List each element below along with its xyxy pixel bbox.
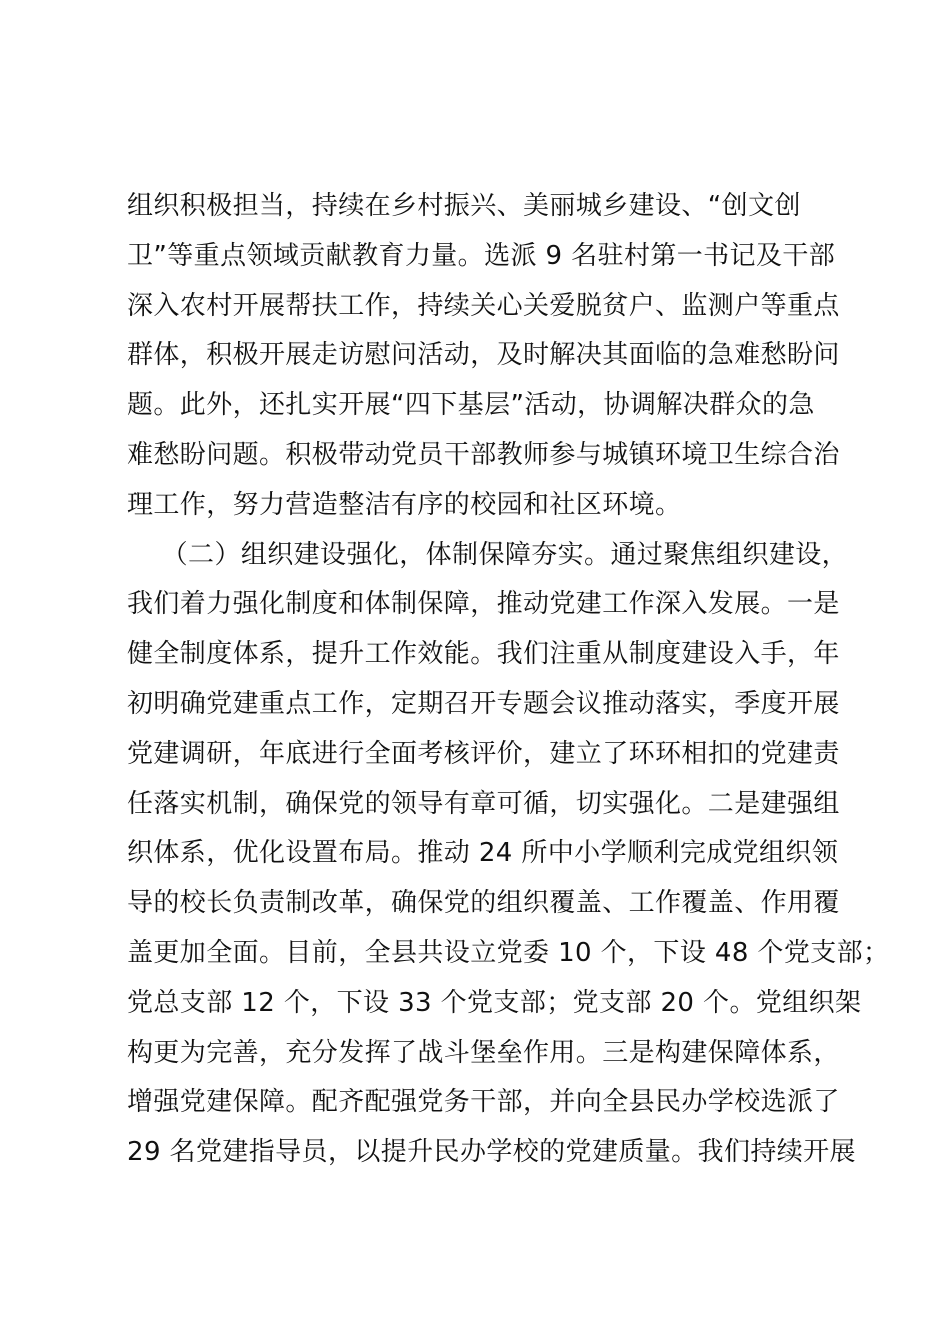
- text-line-6: 难愁盼问题。积极带动党员干部教师参与城镇环境卫生综合治: [127, 439, 840, 470]
- text-line-4: 群体，积极开展走访慰问活动，及时解决其面临的急难愁盼问: [127, 340, 840, 371]
- text-line-12: 党建调研，年底进行全面考核评价，建立了环环相扣的党建责: [127, 738, 840, 769]
- body-text: [127, 182, 890, 1178]
- text-line-16: 盖更加全面。目前，全县共设立党委 10 个，下设 48 个党支部；: [127, 937, 890, 968]
- text-line-5: 题。此外，还扎实开展“四下基层”活动，协调解决群众的急: [127, 390, 815, 421]
- text-line-10: 健全制度体系，提升工作效能。我们注重从制度建设入手，年: [127, 639, 840, 670]
- text-line-2: 卫”等重点领域贡献教育力量。选派 9 名驻村第一书记及干部: [127, 240, 836, 271]
- text-line-14: 织体系，优化设置布局。推动 24 所中小学顺利完成党组织领: [127, 838, 839, 869]
- text-line-17: 党总支部 12 个，下设 33 个党支部；党支部 20 个。党组织架: [127, 987, 862, 1018]
- text-line-13: 任落实机制，确保党的领导有章可循，切实强化。二是建强组: [127, 788, 840, 819]
- text-line-8: （二）组织建设强化，体制保障夯实。通过聚焦组织建设，: [127, 539, 849, 570]
- text-line-3: 深入农村开展帮扶工作，持续关心关爱脱贫户、监测户等重点: [127, 290, 840, 321]
- text-line-18: 构更为完善，充分发挥了战斗堡垒作用。三是构建保障体系，: [127, 1037, 840, 1068]
- text-line-11: 初明确党建重点工作，定期召开专题会议推动落实，季度开展: [127, 688, 840, 719]
- text-line-15: 导的校长负责制改革，确保党的组织覆盖、工作覆盖、作用覆: [127, 888, 840, 919]
- text-line-7: 理工作，努力营造整洁有序的校园和社区环境。: [127, 489, 682, 520]
- text-line-1: 组织积极担当，持续在乡村振兴、美丽城乡建设、“创文创: [127, 191, 801, 221]
- text-line-9: 我们着力强化制度和体制保障，推动党建工作深入发展。一是: [127, 589, 840, 620]
- text-line-20: 29 名党建指导员，以提升民办学校的党建质量。我们持续开展: [127, 1137, 856, 1168]
- text-line-19: 增强党建保障。配齐配强党务干部，并向全县民办学校选派了: [127, 1087, 840, 1118]
